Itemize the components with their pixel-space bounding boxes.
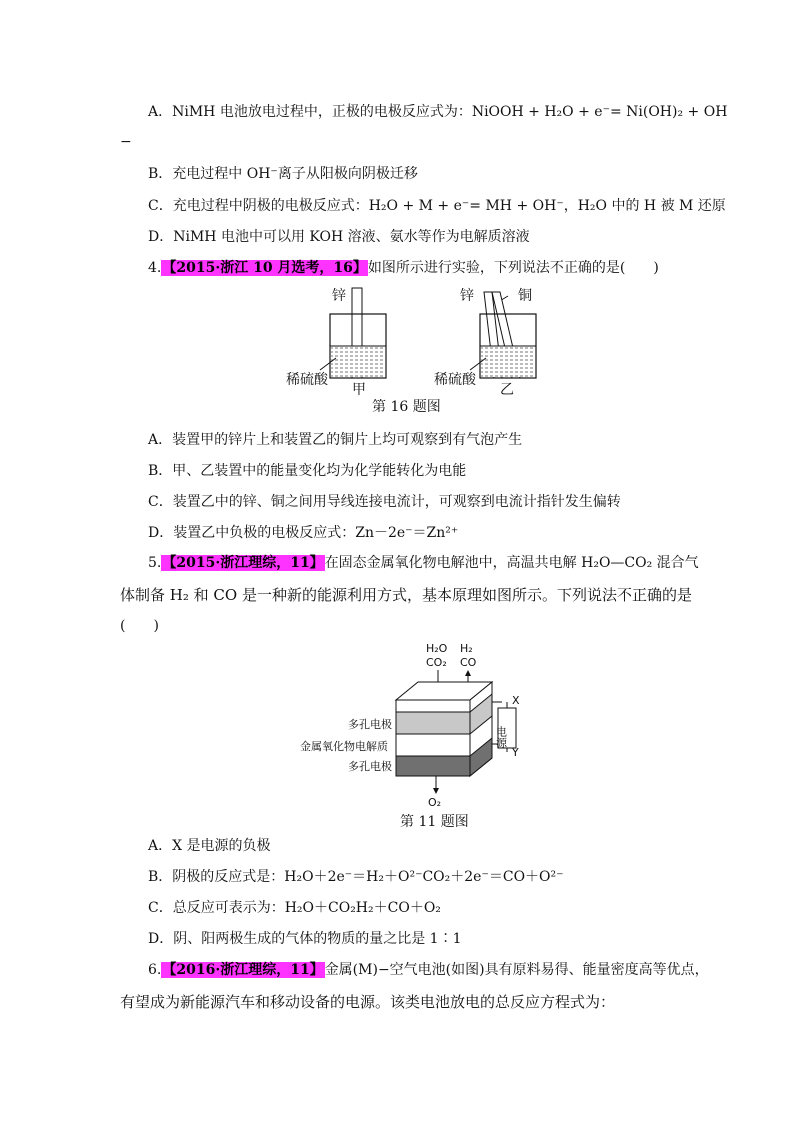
q4-option-b: B．甲、乙装置中的能量变化均为化学能转化为电能 xyxy=(148,463,467,479)
q6-stem-line1 xyxy=(148,960,709,980)
q4-fig-label-right: 乙 xyxy=(500,382,514,398)
q3-option-d: D．NiMH 电池中可以用 KOH 溶液、氨水等作为电解质溶液 xyxy=(148,229,530,245)
q4-source-tag: 【2015·浙江 10 月选考，16】 xyxy=(162,260,367,276)
q5-fig-out-co: CO xyxy=(460,656,477,669)
q4-figure-caption: 第 16 题图 xyxy=(372,399,441,415)
q5-electrode-bottom xyxy=(396,756,470,776)
q5-electrode-top xyxy=(396,712,470,734)
q4-fig-acid-left: 稀硫酸 xyxy=(286,372,328,388)
q4-option-a: A．装置甲的锌片上和装置乙的铜片上均可观察到有气泡产生 xyxy=(148,432,523,448)
q6-stem-line2: 有望成为新能源汽车和移动设备的电源。该类电池放电的总反应方程式为： xyxy=(120,993,616,1011)
q3-option-c: C．充电过程中阴极的电极反应式：H₂O + M + e⁻= MH + OH⁻，H₂O 中的 H 被 M 还原 xyxy=(148,198,726,214)
q4-figure xyxy=(280,282,560,402)
q4-fig-left-metal: 锌 xyxy=(332,288,346,304)
q3-option-a: A．NiMH 电池放电过程中，正极的电极反应式为：NiOOH + H₂O + e⁻= Ni(OH)₂ + OH xyxy=(148,104,728,120)
q5-stem-text-1: 在固态金属氧化物电解池中，高温共电解 H₂O—CO₂ 混合气 xyxy=(324,555,699,571)
q5-fig-in-co2: CO₂ xyxy=(426,656,447,669)
q4-stem xyxy=(148,258,659,278)
q5-stem-line1 xyxy=(148,553,699,573)
q5-fig-power-label: 电源 xyxy=(494,726,508,748)
q4-option-c: C．装置乙中的锌、铜之间用导线连接电流计，可观察到电流计指针发生偏转 xyxy=(148,494,621,510)
q5-source-tag: 【2015·浙江理综，11】 xyxy=(162,555,324,571)
q6-stem-text-1: 金属(M)−空气电池(如图)具有原料易得、能量密度高等优点， xyxy=(324,962,709,978)
q6-source-tag: 【2016·浙江理综，11】 xyxy=(162,962,324,978)
q5-fig-layer-bottom: 多孔电极 xyxy=(348,760,392,773)
q5-fig-out-o2: O₂ xyxy=(428,796,442,809)
q4-option-d: D．装置乙中负极的电极反应式：Zn－2e⁻＝Zn²⁺ xyxy=(148,525,459,541)
q5-fig-layer-mid: 金属氧化物电解质 xyxy=(300,740,388,753)
q5-fig-out-h2: H₂ xyxy=(460,642,473,655)
q5-number: 5. xyxy=(148,555,162,571)
q5-fig-y-label: Y xyxy=(512,746,519,759)
q4-stem-text: 如图所示进行实验，下列说法不正确的是( ) xyxy=(367,260,659,276)
q5-option-c: C．总反应可表示为：H₂O＋CO₂H₂＋CO＋O₂ xyxy=(148,900,441,916)
q5-stem-line3: ( ) xyxy=(120,618,159,634)
q3-option-b: B．充电过程中 OH⁻离子从阳极向阴极迁移 xyxy=(148,166,418,182)
q5-fig-in-h2o: H₂O xyxy=(426,642,448,655)
q4-fig-label-left: 甲 xyxy=(352,382,366,398)
q5-electrolyte xyxy=(396,734,470,756)
q5-stem-line2: 体制备 H₂ 和 CO 是一种新的能源利用方式，基本原理如图所示。下列说法不正确的是 xyxy=(120,586,692,604)
q5-figure-caption: 第 11 题图 xyxy=(400,814,469,830)
q5-figure xyxy=(298,640,528,810)
q5-option-a: A．X 是电源的负极 xyxy=(148,838,271,854)
q4-fig-right-metal-1: 锌 xyxy=(460,288,474,304)
q4-fig-acid-right: 稀硫酸 xyxy=(434,372,476,388)
q4-number: 4. xyxy=(148,260,162,276)
q5-option-d: D．阴、阳两极生成的气体的物质的量之比是 1∶1 xyxy=(148,931,462,947)
q6-number: 6. xyxy=(148,962,162,978)
q3-option-a-continuation: − xyxy=(120,134,132,150)
q5-fig-x-label: X xyxy=(512,694,520,707)
q5-option-b: B．阴极的反应式是：H₂O＋2e⁻＝H₂＋O²⁻CO₂＋2e⁻＝CO＋O²⁻ xyxy=(148,869,564,885)
q4-fig-right-metal-2: 铜 xyxy=(518,288,532,304)
q5-fig-layer-top: 多孔电极 xyxy=(348,718,392,731)
